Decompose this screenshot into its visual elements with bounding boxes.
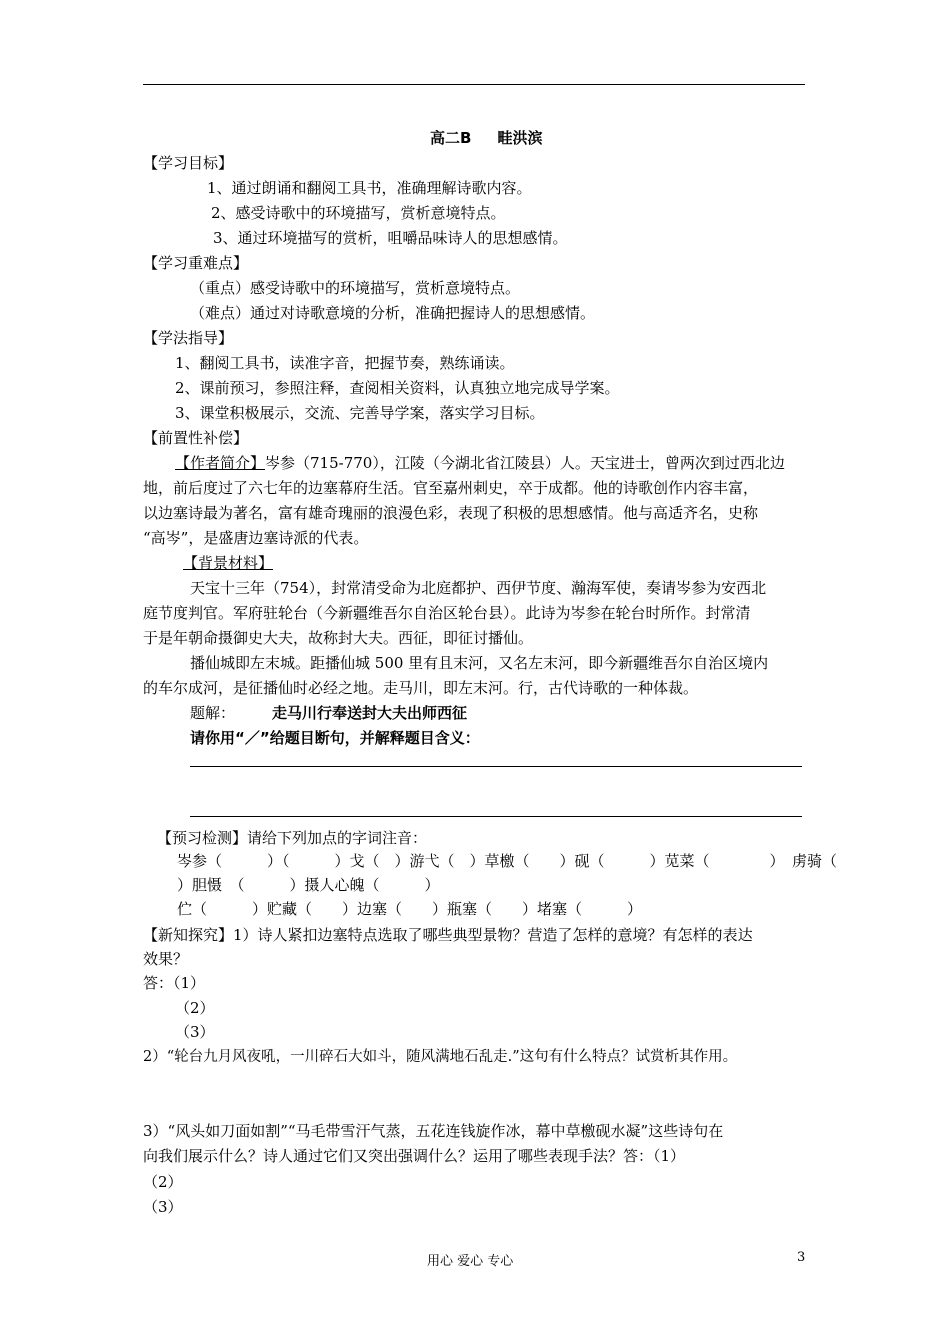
- page-title: [430, 128, 542, 148]
- topic-label: 题解：: [190, 704, 236, 722]
- author-text: 岑参（715-770），江陵（今湖北省江陵县）人。天宝进士，曾两次到过西北边: [265, 454, 785, 472]
- author-intro: [175, 453, 785, 473]
- answer-label: 答：（1）: [143, 974, 206, 992]
- goal-item: 3、通过环境描写的赏析，咀嚼品味诗人的思想感情。: [213, 229, 568, 247]
- question-text: 1）诗人紧扣边塞特点选取了哪些典型景物？营造了怎样的意境？有怎样的表达: [233, 926, 753, 944]
- pronunciation-row: 伫（ ）贮藏（ ）边塞（ ）瓶塞（ ）堵塞（ ）: [177, 900, 643, 918]
- topic-title: 走马川行奉送封大夫出师西征: [272, 704, 468, 722]
- preview-heading: 【预习检测】: [157, 829, 248, 847]
- header-rule: [143, 84, 805, 85]
- answer-line: [190, 816, 802, 817]
- background-text: 播仙城即左末城。距播仙城 500 里有且末河，又名左末河，即今新疆维吾尔自治区境内: [190, 654, 769, 672]
- answer-label: （3）: [143, 1198, 183, 1216]
- background-text: 天宝十三年（754），封常清受命为北庭都护、西伊节度、瀚海军使，奏请岑参为安西北: [190, 579, 767, 597]
- key-points-heading: 【学习重难点】: [143, 254, 249, 272]
- key-point-item: （难点）通过对诗歌意境的分析，准确把握诗人的思想感情。: [190, 304, 596, 322]
- answer-label: （2）: [175, 999, 215, 1017]
- background-text: 于是年朝命摄御史大夫，故称封大夫。西征，即征讨播仙。: [143, 629, 534, 647]
- author-text: 地，前后度过了六七年的边塞幕府生活。官至嘉州刺史，卒于成都。他的诗歌创作内容丰富，: [143, 479, 759, 497]
- pronunciation-row: ）胆慑 （ ）摄人心魄（ ）: [177, 876, 440, 894]
- pronunciation-row: 岑参（ ）（ ）戈（ ）游弋（ ）草檄（ ）砚（ ）苋菜（ ） 虏骑（: [177, 852, 838, 870]
- author-text: “高岑”，是盛唐边塞诗派的代表。: [143, 529, 369, 547]
- method-item: 3、课堂积极展示，交流、完善导学案，落实学习目标。: [175, 404, 545, 422]
- footer-slogan: 用心 爱心 专心: [427, 1254, 514, 1269]
- prior-heading: 【前置性补偿】: [143, 429, 249, 447]
- background-label: 【背景材料】: [183, 554, 274, 572]
- key-point-item: （重点）感受诗歌中的环境描写，赏析意境特点。: [190, 279, 521, 297]
- preview-intro: 请给下列加点的字词注音：: [247, 829, 428, 847]
- author-text: 以边塞诗最为著名，富有雄奇瑰丽的浪漫色彩，表现了积极的思想感情。他与高适齐名，史称: [143, 504, 759, 522]
- goal-item: 1、通过朗诵和翻阅工具书，准确理解诗歌内容。: [207, 179, 532, 197]
- answer-line: [190, 766, 802, 767]
- answer-label: （2）: [143, 1173, 183, 1191]
- explore-heading: 【新知探究】: [143, 926, 234, 944]
- method-item: 1、翻阅工具书，读准字音，把握节奏，熟练诵读。: [175, 354, 515, 372]
- question-text: 效果？: [143, 950, 189, 968]
- author-label: 【作者简介】: [175, 454, 266, 472]
- title-class: 高二B: [430, 129, 472, 147]
- goal-item: 2、感受诗歌中的环境描写，赏析意境特点。: [211, 204, 506, 222]
- background-text: 的车尔成河，是征播仙时必经之地。走马川，即左末河。行，古代诗歌的一种体裁。: [143, 679, 699, 697]
- preview-line: [157, 828, 427, 848]
- explore-q1: [143, 925, 753, 945]
- explore-q3-cont: 向我们展示什么？诗人通过它们又突出强调什么？运用了哪些表现手法？答：（1）: [143, 1147, 686, 1165]
- explore-q2: 2）“轮台九月风夜吼，一川碎石大如斗，随风满地石乱走.”这句有什么特点？试赏析其作用。: [143, 1049, 738, 1065]
- method-item: 2、课前预习，参照注释，查阅相关资料，认真独立地完成导学案。: [175, 379, 620, 397]
- background-text: 庭节度判官。军府驻轮台（今新疆维吾尔自治区轮台县）。此诗为岑参在轮台时所作。封常清: [143, 604, 751, 622]
- page-number: 3: [797, 1250, 806, 1265]
- method-heading: 【学法指导】: [143, 329, 234, 347]
- title-author: 畦洪滨: [497, 129, 543, 147]
- goals-heading: 【学习目标】: [143, 154, 234, 172]
- answer-label: （3）: [175, 1023, 215, 1041]
- explore-q3: 3）“风头如刀面如割”“马毛带雪汗气蒸，五花连钱旋作冰，幕中草檄砚水凝”这些诗句在: [143, 1122, 724, 1140]
- topic-question: 请你用“／”给题目断句，并解释题目含义：: [190, 729, 480, 747]
